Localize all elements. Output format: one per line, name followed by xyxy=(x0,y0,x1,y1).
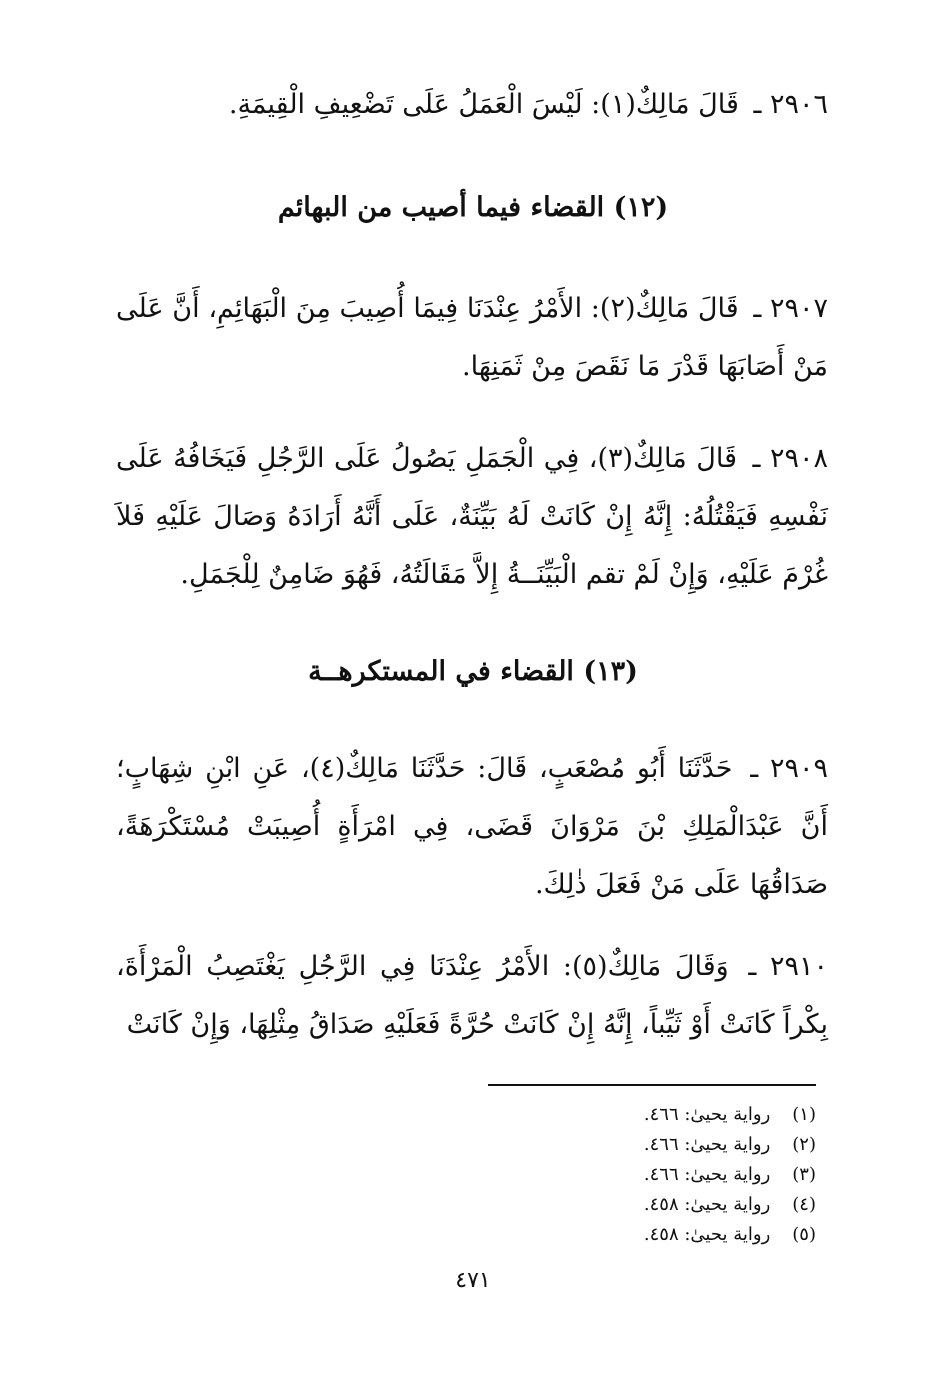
paragraph-2909 xyxy=(116,740,828,914)
paragraph-2908 xyxy=(116,430,828,604)
page-number: ٤٧١ xyxy=(455,1268,491,1293)
paragraph-text: قَالَ مَالِكٌ(٢): الأَمْرُ عِنْدَنَا فِيمَا أُصِيبَ مِنَ الْبَهَائِمِ، أَنَّ عَلَى مَنْ أَصَابَهَا قَدْرَ مَا نَقَصَ مِنْ ثَمَنِهَا. xyxy=(116,293,828,382)
paragraph-2910 xyxy=(116,938,828,1054)
paragraph-number: ٢٩٠٧ ـ xyxy=(753,293,829,324)
paragraph-text: وَقَالَ مَالِكٌ(٥): الأَمْرُ عِنْدَنَا فِي الرَّجُلِ يَغْتَصِبُ الْمَرْأَةَ، بِكْراً كَانَتْ أَوْ ثَيِّباً، إِنَّهُ إِنْ كَانَتْ حُرَّةً فَعَلَيْهِ صَدَاقُ مِثْلِهَا، وَإِنْ كَانَتْ xyxy=(116,951,828,1040)
footnote-item xyxy=(316,1130,816,1160)
footnote-item xyxy=(316,1220,816,1250)
footnotes-list xyxy=(316,1100,816,1250)
paragraph-text: حَدَّثَنَا أَبُو مُصْعَبٍ، قَالَ: حَدَّثَنَا مَالِكٌ(٤)، عَنِ ابْنِ شِهَابٍ؛ أَنَّ عَبْدَالْمَلِكِ بْنَ مَرْوَانَ قَضَى، فِي امْرَأَةٍ أُصِيبَتْ مُسْتَكْرَهَةً، صَدَاقُهَا عَلَى مَنْ فَعَلَ ذٰلِكَ. xyxy=(116,753,828,900)
paragraph-number: ٢٩١٠ ـ xyxy=(748,951,828,982)
footnote-item xyxy=(316,1160,816,1190)
paragraph-number: ٢٩٠٩ ـ xyxy=(750,753,828,784)
footnote-number: (٥) xyxy=(792,1224,816,1245)
footnote-text: رواية يحيىٰ: ٤٦٦. xyxy=(643,1164,771,1185)
paragraph-text: قَالَ مَالِكٌ(١): لَيْسَ الْعَمَلُ عَلَى تَضْعِيفِ الْقِيمَةِ. xyxy=(228,89,739,120)
footnote-number: (٢) xyxy=(792,1134,816,1155)
paragraph-number: ٢٩٠٨ ـ xyxy=(752,443,828,474)
footnote-number: (١) xyxy=(792,1104,816,1125)
footnote-text: رواية يحيىٰ: ٤٦٦. xyxy=(643,1104,771,1125)
footnote-text: رواية يحيىٰ: ٤٥٨. xyxy=(643,1224,771,1245)
footnote-number: (٣) xyxy=(792,1164,816,1185)
footnote-text: رواية يحيىٰ: ٤٦٦. xyxy=(643,1134,771,1155)
paragraph-2907 xyxy=(116,280,828,396)
paragraph-text: قَالَ مَالِكٌ(٣)، فِي الْجَمَلِ يَصُولُ عَلَى الرَّجُلِ فَيَخَافُهُ عَلَى نَفْسِهِ فَيَقْتُلُهُ: إِنَّهُ إِنْ كَانَتْ لَهُ بَيِّنَةٌ، عَلَى أَنَّهُ أَرَادَهُ وَصَالَ عَلَيْهِ فَلاَ غُرْمَ عَلَيْهِ، وَإِنْ لَمْ تقم الْبَيِّنَــةُ إِلاَّ مَقَالَتُهُ، فَهُوَ ضَامِنٌ لِلْجَمَلِ. xyxy=(116,443,828,590)
section-heading-13: (١٣) القضاء في المستكرهــة xyxy=(308,656,638,687)
footnote-item xyxy=(316,1190,816,1220)
footnote-item xyxy=(316,1100,816,1130)
footnote-text: رواية يحيىٰ: ٤٥٨. xyxy=(643,1194,771,1215)
paragraph-number: ٢٩٠٦ ـ xyxy=(753,89,828,120)
footnote-divider xyxy=(488,1084,816,1086)
section-heading-12: (١٢) القضاء فيما أصيب من البهائم xyxy=(277,192,669,223)
paragraph-2906 xyxy=(116,76,828,134)
footnote-number: (٤) xyxy=(792,1194,816,1215)
